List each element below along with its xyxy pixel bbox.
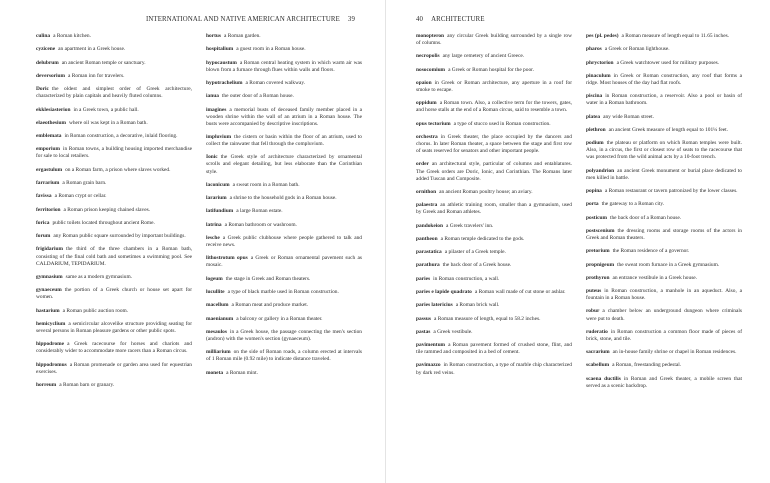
glossary-term: pes (pl. pedes)	[586, 33, 619, 39]
glossary-column	[416, 33, 572, 383]
glossary-column	[586, 33, 742, 396]
glossary-term: latifundium	[206, 208, 234, 215]
glossary-term: robur	[586, 308, 600, 315]
glossary-definition: any Roman public square surrounded by important buildings.	[53, 233, 186, 240]
glossary-term: puteus	[586, 288, 602, 295]
glossary-definition: a Roman prison keeping chained slaves.	[63, 206, 151, 213]
glossary-term: forum	[36, 233, 51, 240]
glossary-definition: the back door of a Greek house.	[442, 262, 512, 269]
glossary-definition: in Roman construction, a manhole in an aqueduct. Also, a fountain in a Roman house.	[586, 288, 742, 302]
glossary-term: emporium	[36, 146, 60, 153]
glossary-term: Doric	[36, 86, 49, 93]
glossary-entry	[586, 275, 742, 282]
glossary-term: delubrum	[36, 59, 59, 66]
glossary-term: horreum	[36, 381, 57, 388]
glossary-term: lucullite	[206, 288, 225, 295]
glossary-entry	[206, 255, 362, 269]
glossary-entry	[206, 276, 362, 283]
glossary-term: pinaculum	[586, 72, 611, 79]
glossary-entry	[36, 220, 192, 227]
glossary-definition: an entrance vestibule in a Greek house.	[612, 274, 698, 281]
glossary-entry	[416, 302, 572, 309]
glossary-definition: in Greek theater, the place occupied by the dancers and chorus. In later Roman theater, a space between the stage and first row of seats reserved for senators and other important people.	[416, 133, 572, 155]
glossary-definition: the portion of a Greek church or house set apart for women.	[36, 287, 192, 301]
glossary-definition: a chamber below an underground dungeon where criminals were put to death.	[586, 308, 742, 322]
glossary-entry	[416, 202, 572, 216]
glossary-definition: on the side of Roman roads, a column erected at intervals of 1 Roman mile (0.92 mile) to indicate distance traveled.	[206, 349, 362, 363]
glossary-entry	[206, 182, 362, 189]
glossary-entry	[36, 146, 192, 160]
glossary-definition: a Roman pavement formed of crushed stone, flint, and tile rammed and composited in a bed of cement.	[416, 342, 572, 356]
glossary-entry	[36, 46, 192, 53]
glossary-definition: a type of stucco used in Roman construction.	[453, 120, 551, 127]
glossary-entry	[586, 93, 742, 107]
glossary-definition: in Roman construction, a wall.	[433, 275, 500, 282]
glossary-entry	[36, 86, 192, 100]
glossary-term: macellum	[206, 302, 229, 309]
glossary-term: polyandrion	[586, 167, 615, 174]
glossary-definition: a Greek public clubhouse where people gathered to talk and receive news.	[206, 234, 362, 249]
glossary-entry	[36, 362, 192, 376]
glossary-entry	[206, 134, 362, 148]
running-header	[146, 16, 355, 23]
glossary-term: impluvium	[206, 133, 232, 140]
glossary-term: lithostrotum opus	[206, 255, 248, 262]
glossary-entry	[206, 289, 362, 296]
glossary-definition: public toilets located throughout ancient Rome.	[52, 219, 155, 226]
glossary-entry	[416, 249, 572, 256]
glossary-term: hypocaustum	[206, 59, 237, 66]
glossary-term: gynaeceum	[36, 287, 62, 294]
glossary-definition: a Roman measure of length equal to 11.65 inches.	[621, 33, 730, 39]
glossary-definition: the cistern or basin within the floor of an atrium, used to collect the rainwater that fell through the compluvium.	[206, 133, 362, 148]
page-number: 39	[347, 16, 355, 23]
glossary-definition: a shrine to the household gods in a Roman house.	[229, 195, 337, 202]
glossary-entry	[416, 236, 572, 243]
glossary-entry	[36, 193, 192, 200]
running-header	[416, 16, 485, 23]
glossary-term: propnigeum	[586, 261, 615, 268]
glossary-term: farrarium	[36, 180, 60, 186]
glossary-definition: the third of the three chambers in a Roman bath, consisting of the final cold bath and sometimes a swimming pool. See CALDARIUM, TEPIDARIUM.	[36, 246, 192, 267]
glossary-column	[206, 33, 362, 383]
glossary-definition: in Greek or Roman architecture, any aperture in a roof for smoke to escape.	[416, 79, 572, 94]
glossary-term: hippodromus	[36, 361, 67, 368]
glossary-term: scaena ductilis	[586, 375, 621, 382]
glossary-definition: a Greek travelers' inn.	[445, 222, 494, 229]
page-number: 40	[416, 16, 424, 23]
glossary-definition: in Roman construction, a decorative, inlaid flooring.	[64, 133, 178, 140]
glossary-term: logeum	[206, 275, 223, 282]
glossary-term: pavimazzo	[416, 362, 441, 369]
glossary-term: paries	[416, 275, 431, 282]
glossary-definition: an architectural style, particular of columns and entablatures. The Greek orders are Doric, Ionic, and Corinthian. The Romans later added Tuscan and Composite.	[416, 161, 572, 182]
glossary-entry	[416, 134, 572, 155]
glossary-entry	[206, 80, 362, 87]
glossary-definition: the gateway to a Roman city.	[601, 201, 665, 208]
glossary-term: pavimentum	[416, 342, 446, 349]
glossary-entry	[416, 161, 572, 182]
glossary-definition: a Greek watchtower used for military purposes.	[616, 59, 720, 66]
glossary-term: imagines	[206, 106, 227, 113]
glossary-definition: a Roman promenade or garden area used for equestrian exercises.	[36, 361, 192, 375]
glossary-entry	[36, 341, 192, 355]
glossary-definition: a Roman kitchen.	[53, 33, 91, 39]
glossary-entry	[416, 289, 572, 296]
glossary-definition: a guest room in a Roman house.	[236, 46, 306, 53]
glossary-entry	[206, 46, 362, 53]
glossary-term: lararium	[206, 195, 227, 202]
glossary-entry	[206, 370, 362, 377]
glossary-term: phryctorion	[586, 59, 614, 66]
glossary-term: emblemata	[36, 133, 62, 140]
glossary-term: paries e lapide quadrato	[416, 288, 472, 295]
glossary-definition: a Roman bathroom or washroom.	[224, 221, 297, 228]
glossary-definition: the Greek style of architecture characterized by ornamental scrolls and elegant detailing, but less elaborate than the Corinthian style.	[206, 154, 362, 175]
glossary-definition: a Roman mint.	[226, 369, 258, 376]
glossary-term: porta	[586, 201, 599, 208]
glossary-entry	[36, 246, 192, 267]
glossary-definition: any circular Greek building surrounded by a single row of columns.	[416, 33, 572, 47]
glossary-entry	[36, 180, 192, 187]
glossary-term: laconicum	[206, 181, 230, 188]
glossary-term: platea	[586, 113, 601, 120]
glossary-definition: a Roman inn for travelers.	[68, 72, 125, 79]
glossary-entry	[36, 33, 192, 40]
glossary-entry	[586, 308, 742, 322]
glossary-entry	[36, 73, 192, 80]
glossary-term: culina	[36, 33, 51, 39]
glossary-definition: a Roman grain barn.	[62, 180, 107, 186]
glossary-term: hospitalium	[206, 46, 234, 53]
running-header-title: INTERNATIONAL AND NATIVE AMERICAN ARCHITECTURE	[145, 16, 340, 23]
glossary-definition: the plateau or platform on which Roman temples were built. Also, in a circus, the first or closest row of seats to the racecourse that was protected from the wild animal acts by a 10-foot trench.	[586, 140, 742, 161]
glossary-entry	[416, 223, 572, 230]
glossary-definition: a Roman measure of length, equal to 58.2 inches.	[434, 315, 541, 322]
glossary-definition: a Roman garden.	[223, 33, 261, 39]
glossary-definition: an in-house family shrine or chapel in Roman residences.	[612, 349, 737, 356]
glossary-definition: in a Greek town, a public hall.	[73, 106, 139, 113]
glossary-term: parastatica	[416, 249, 442, 256]
glossary-term: opus tectorium	[416, 120, 451, 127]
glossary-entry	[206, 195, 362, 202]
glossary-term: pretorium	[586, 248, 610, 255]
glossary-term: Ionic	[206, 154, 218, 161]
glossary-entry	[586, 376, 742, 390]
glossary-definition: an apartment in a Greek house.	[58, 46, 126, 53]
glossary-entry	[36, 287, 192, 301]
glossary-definition: a pilaster of a Greek temple.	[444, 249, 506, 256]
glossary-entry	[416, 189, 572, 196]
glossary-term: lesche	[206, 234, 220, 241]
glossary-term: ferritorion	[36, 206, 61, 213]
glossary-entry	[206, 349, 362, 363]
glossary-entry	[36, 167, 192, 174]
glossary-term: order	[416, 161, 429, 168]
glossary-entry	[36, 233, 192, 240]
glossary-definition: the outer door of a Roman house.	[221, 93, 294, 100]
glossary-definition: any wide Roman street.	[603, 113, 654, 120]
glossary-definition: in Roman construction, a reservoir. Also a pool or basin of water in a Roman bathroom.	[586, 93, 742, 107]
glossary-definition: an ancient Greek monument or burial place dedicated to men killed in battle.	[586, 167, 742, 181]
glossary-entry	[206, 235, 362, 249]
glossary-entry	[586, 362, 742, 369]
glossary-entry	[36, 308, 192, 315]
glossary-term: mesaulos	[206, 328, 227, 335]
glossary-entry	[36, 382, 192, 389]
glossary-term: orchestra	[416, 133, 438, 140]
glossary-definition: a large Roman estate.	[236, 208, 283, 215]
glossary-definition: the back door of a Roman house.	[609, 214, 682, 221]
glossary-term: latrina	[206, 221, 222, 228]
glossary-entry	[586, 168, 742, 182]
glossary-column	[36, 33, 192, 395]
glossary-term: favissa	[36, 193, 52, 200]
glossary-term: hortus	[206, 33, 221, 39]
glossary-entry	[586, 215, 742, 222]
glossary-entry	[416, 121, 572, 128]
glossary-definition: a Roman central heating system in which warm air was blown from a furnace through flues within walls and floors.	[206, 59, 362, 73]
glossary-entry	[36, 120, 192, 127]
glossary-entry	[206, 93, 362, 100]
glossary-definition: same as a modern gymnasium.	[65, 273, 132, 280]
glossary-definition: a Roman brick wall.	[455, 302, 500, 309]
glossary-definition: a Greek racecourse for horses and chariots and considerably wider to accommodate more racers than a Roman circus.	[36, 341, 192, 355]
glossary-entry	[586, 228, 742, 242]
glossary-entry	[416, 67, 572, 74]
glossary-definition: a Roman wall made of cut stone or ashlar.	[474, 288, 566, 295]
glossary-term: maenianum	[206, 315, 234, 322]
glossary-definition: a type of black marble used in Roman construction.	[227, 288, 339, 295]
glossary-term: ianua	[206, 93, 219, 100]
glossary-term: hastarium	[36, 307, 60, 314]
glossary-definition: a semicircular alcovelike structure providing seating for several persons in Roman pleasure gardens or other public spots.	[36, 320, 192, 334]
glossary-entry	[416, 33, 572, 47]
glossary-term: passus	[416, 315, 431, 322]
glossary-term: hypotrachelium	[206, 79, 243, 86]
glossary-definition: on a Roman farm, a prison where slaves worked.	[65, 166, 171, 173]
glossary-entry	[586, 33, 742, 40]
glossary-entry	[416, 80, 572, 94]
glossary-definition: a sweat room in a Roman bath.	[232, 181, 300, 188]
glossary-entry	[586, 201, 742, 208]
glossary-term: ornithon	[416, 188, 437, 195]
glossary-definition: in Greek or Roman construction, any roof that forms a ridge. Most houses of the day had flat roofs.	[586, 72, 742, 86]
glossary-term: scabellum	[586, 362, 610, 369]
glossary-entry	[206, 60, 362, 74]
glossary-entry	[206, 302, 362, 309]
glossary-term: necropolis	[416, 53, 440, 60]
glossary-term: paries latericius	[416, 302, 453, 309]
glossary-term: opaion	[416, 79, 432, 86]
glossary-definition: the oldest and simplest order of Greek architecture, characterized by plain capitals and heavily fluted columns.	[36, 86, 192, 100]
glossary-term: ekklesiasterion	[36, 106, 71, 113]
glossary-term: ergastulum	[36, 166, 63, 173]
glossary-term: ruderatio	[586, 328, 608, 335]
glossary-term: gymnasium	[36, 273, 63, 280]
glossary-definition: a Roman public auction room.	[62, 307, 129, 314]
glossary-entry	[416, 362, 572, 376]
glossary-entry	[586, 349, 742, 356]
glossary-definition: the sweat room furnace in a Greek gymnasium.	[617, 261, 720, 268]
glossary-entry	[206, 329, 362, 343]
glossary-entry	[416, 100, 572, 114]
glossary-definition: a Roman temple dedicated to the gods.	[440, 235, 525, 242]
glossary-definition: a Greek or Roman hospital for the poor.	[448, 66, 534, 73]
glossary-entry	[36, 107, 192, 114]
glossary-term: deversorium	[36, 72, 66, 79]
glossary-term: parathura	[416, 262, 440, 269]
glossary-term: pandokeion	[416, 222, 443, 229]
glossary-definition: a Roman town. Also, a collective term for the towers, gates, and horse stalls at the end of a Roman circus, said to resemble a town.	[416, 100, 572, 114]
glossary-term: cyzicene	[36, 46, 56, 53]
glossary-entry	[586, 73, 742, 87]
glossary-entry	[416, 316, 572, 323]
glossary-definition: where oil was kept in a Roman bath.	[68, 119, 148, 126]
glossary-entry	[416, 262, 572, 269]
glossary-definition: in Roman construction a common floor made of pieces of brick, stone, and tile.	[586, 328, 742, 342]
glossary-term: monopteron	[416, 33, 445, 39]
glossary-definition: the stage in Greek and Roman theaters.	[225, 275, 311, 282]
glossary-definition: any large cemetery of ancient Greece.	[442, 53, 525, 60]
glossary-term: posticum	[586, 214, 607, 221]
glossary-definition: a Greek vestibule.	[433, 328, 473, 335]
glossary-entry	[586, 46, 742, 53]
right-page	[385, 0, 770, 483]
glossary-definition: in a Greek house, the passage connecting the men's section (andron) with the women's section (gynaeceum).	[206, 328, 362, 342]
glossary-term: oppidum	[416, 100, 437, 107]
glossary-term: elaeothesium	[36, 119, 66, 126]
glossary-definition: a Roman restaurant or tavern patronized by the lower classes.	[604, 188, 738, 194]
glossary-term: hippodrome	[36, 341, 65, 348]
glossary-definition: a Roman, freestanding pedestal.	[612, 362, 682, 369]
glossary-entry	[206, 208, 362, 215]
glossary-definition: the dressing rooms and storage rooms of the actors in Greek and Roman theaters.	[586, 227, 742, 241]
glossary-definition: the Roman residence of a governor.	[612, 248, 690, 255]
glossary-entry	[416, 342, 572, 356]
glossary-entry	[206, 33, 362, 40]
glossary-entry	[586, 60, 742, 67]
glossary-entry	[586, 114, 742, 121]
glossary-definition: an ancient Roman temple or sanctuary.	[61, 59, 146, 66]
glossary-term: pantheon	[416, 235, 438, 242]
glossary-definition: a memorial busts of deceased family member placed in a wooden shrine within the wall of an atrium in a Roman house. The busts were accompanied by descriptive inscriptions.	[206, 106, 362, 127]
running-header-title: ARCHITECTURE	[431, 16, 485, 23]
glossary-entry	[206, 222, 362, 229]
glossary-definition: a Greek or Roman ornamental pavement such as mosaic.	[206, 255, 362, 269]
glossary-entry	[36, 133, 192, 140]
glossary-definition: an athletic training room, smaller than a gymnasium, used by Greek and Roman athletes.	[416, 202, 572, 216]
glossary-definition: a Roman barn or granary.	[59, 381, 115, 388]
glossary-entry	[36, 207, 192, 214]
glossary-entry	[586, 140, 742, 161]
glossary-term: plethron	[586, 126, 606, 133]
glossary-entry	[586, 248, 742, 255]
glossary-entry	[206, 154, 362, 175]
glossary-entry	[416, 53, 572, 60]
glossary-entry	[586, 127, 742, 134]
glossary-definition: in Roman and Greek theater, a mobile screen that served as a scenic backdrop.	[586, 375, 742, 389]
glossary-term: palaestra	[416, 202, 438, 209]
glossary-entry	[36, 60, 192, 67]
glossary-definition: a Roman crypt or cellar.	[54, 193, 107, 200]
glossary-definition: a Greek or Roman lighthouse.	[604, 46, 670, 53]
glossary-definition: an ancient Roman poultry house; an aviary.	[439, 188, 533, 195]
glossary-entry	[586, 329, 742, 343]
glossary-term: hemicyclium	[36, 320, 66, 327]
glossary-entry	[586, 188, 742, 195]
glossary-definition: in Roman construction, a type of marble chip characterized by dark red veins.	[416, 362, 572, 376]
glossary-term: postscenium	[586, 227, 615, 234]
glossary-term: pastas	[416, 328, 431, 335]
glossary-term: nosocomium	[416, 66, 446, 73]
glossary-term: podium	[586, 140, 604, 147]
glossary-term: sacrarium	[586, 349, 610, 356]
glossary-term: pharos	[586, 46, 602, 53]
glossary-definition: a Roman covered walkway.	[245, 79, 306, 86]
glossary-entry	[586, 262, 742, 269]
glossary-term: forica	[36, 219, 50, 226]
glossary-term: popina	[586, 188, 602, 194]
glossary-definition: an ancient Greek measure of length equal to 101¼ feet.	[608, 126, 728, 133]
glossary-term: milliarium	[206, 349, 231, 356]
glossary-entry	[36, 321, 192, 335]
glossary-entry	[206, 107, 362, 128]
glossary-term: piscina	[586, 93, 603, 100]
glossary-entry	[586, 288, 742, 302]
glossary-entry	[36, 274, 192, 281]
glossary-term: moneta	[206, 369, 224, 376]
glossary-definition: a balcony or gallery in a Roman theater.	[236, 315, 323, 322]
glossary-definition: in Roman towns, a building housing imported merchandise for sale to local retailers.	[36, 146, 192, 160]
glossary-entry	[206, 316, 362, 323]
glossary-entry	[416, 276, 572, 283]
glossary-term: prothyron	[586, 274, 610, 281]
glossary-definition: a Roman meat and produce market.	[231, 302, 309, 309]
glossary-entry	[416, 329, 572, 336]
glossary-term: frigidarium	[36, 246, 63, 253]
